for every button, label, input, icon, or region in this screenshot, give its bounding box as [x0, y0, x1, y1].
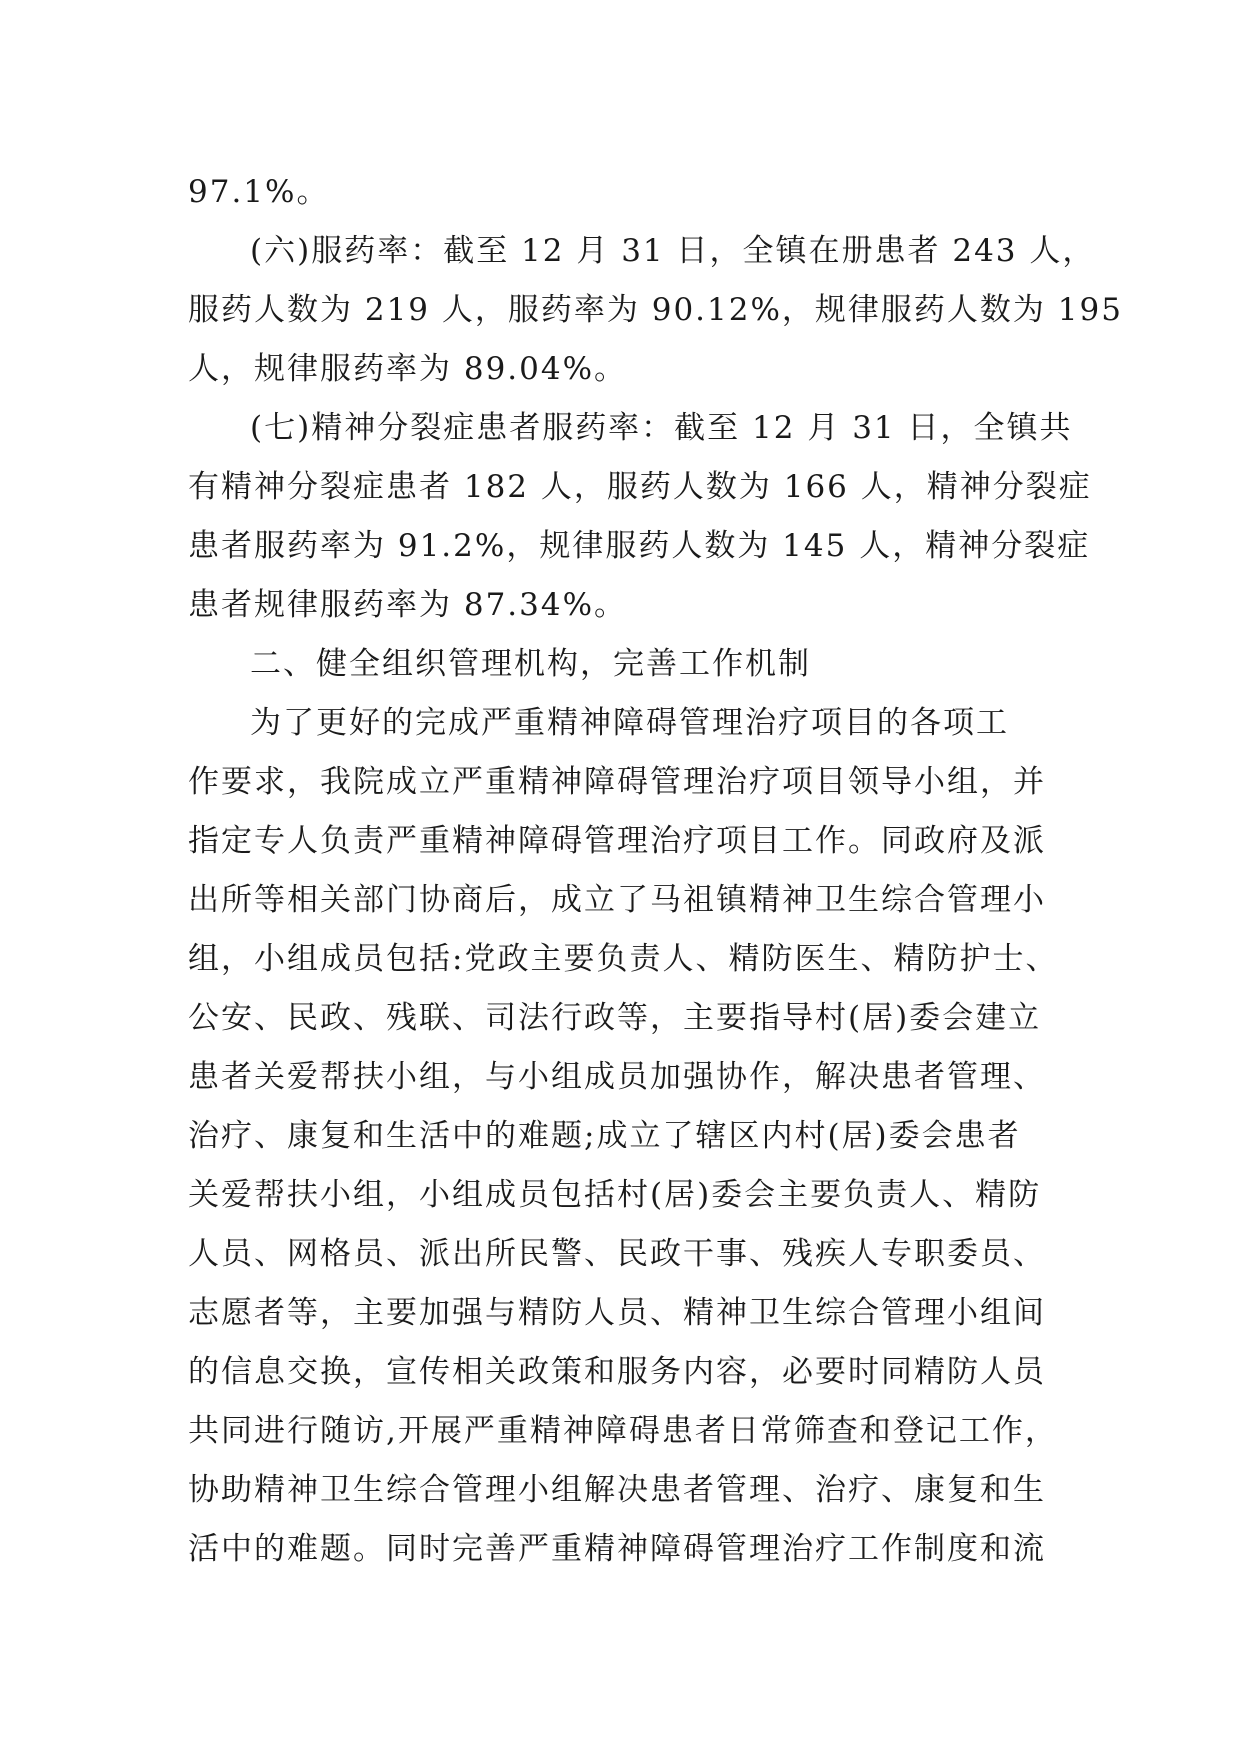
text-line: 患者服药率为 91.2%，规律服药人数为 145 人，精神分裂症	[188, 528, 1091, 564]
text-line: 患者规律服药率为 87.34%。	[188, 587, 628, 623]
text-line: 的信息交换，宣传相关政策和服务内容，必要时同精防人员	[188, 1354, 1046, 1390]
text-line: 服药人数为 219 人，服药率为 90.12%，规律服药人数为 195	[188, 292, 1123, 328]
text-line: 人，规律服药率为 89.04%。	[188, 351, 628, 387]
text-line: 作要求，我院成立严重精神障碍管理治疗项目领导小组，并	[188, 764, 1046, 800]
text-line: 97.1%。	[188, 174, 330, 210]
text-line: 活中的难题。同时完善严重精神障碍管理治疗工作制度和流	[188, 1531, 1046, 1567]
text-line: 共同进行随访,开展严重精神障碍患者日常筛查和登记工作，	[188, 1413, 1058, 1449]
text-line: 有精神分裂症患者 182 人，服药人数为 166 人，精神分裂症	[188, 469, 1092, 505]
text-line: 协助精神卫生综合管理小组解决患者管理、治疗、康复和生	[188, 1472, 1046, 1508]
text-line: 关爱帮扶小组，小组成员包括村(居)委会主要负责人、精防	[188, 1177, 1042, 1213]
document-body	[188, 163, 1123, 1579]
text-line: 治疗、康复和生活中的难题;成立了辖区内村(居)委会患者	[188, 1118, 1021, 1154]
text-line: 公安、民政、残联、司法行政等，主要指导村(居)委会建立	[188, 1000, 1042, 1036]
text-line: 志愿者等，主要加强与精防人员、精神卫生综合管理小组间	[188, 1295, 1046, 1331]
text-line: 组，小组成员包括:党政主要负责人、精防医生、精防护士、	[188, 941, 1059, 977]
text-line: 患者关爱帮扶小组，与小组成员加强协作，解决患者管理、	[188, 1059, 1046, 1095]
text-line: 为了更好的完成严重精神障碍管理治疗项目的各项工	[250, 705, 1009, 741]
text-line: 指定专人负责严重精神障碍管理治疗项目工作。同政府及派	[188, 823, 1046, 859]
text-line: 人员、网格员、派出所民警、民政干事、残疾人专职委员、	[188, 1236, 1046, 1272]
section-heading: 二、健全组织管理机构，完善工作机制	[250, 646, 811, 682]
text-line: (六)服药率：截至 12 月 31 日，全镇在册患者 243 人，	[250, 233, 1096, 269]
text-line: 出所等相关部门协商后，成立了马祖镇精神卫生综合管理小	[188, 882, 1046, 918]
text-line: (七)精神分裂症患者服药率：截至 12 月 31 日，全镇共	[250, 410, 1073, 446]
